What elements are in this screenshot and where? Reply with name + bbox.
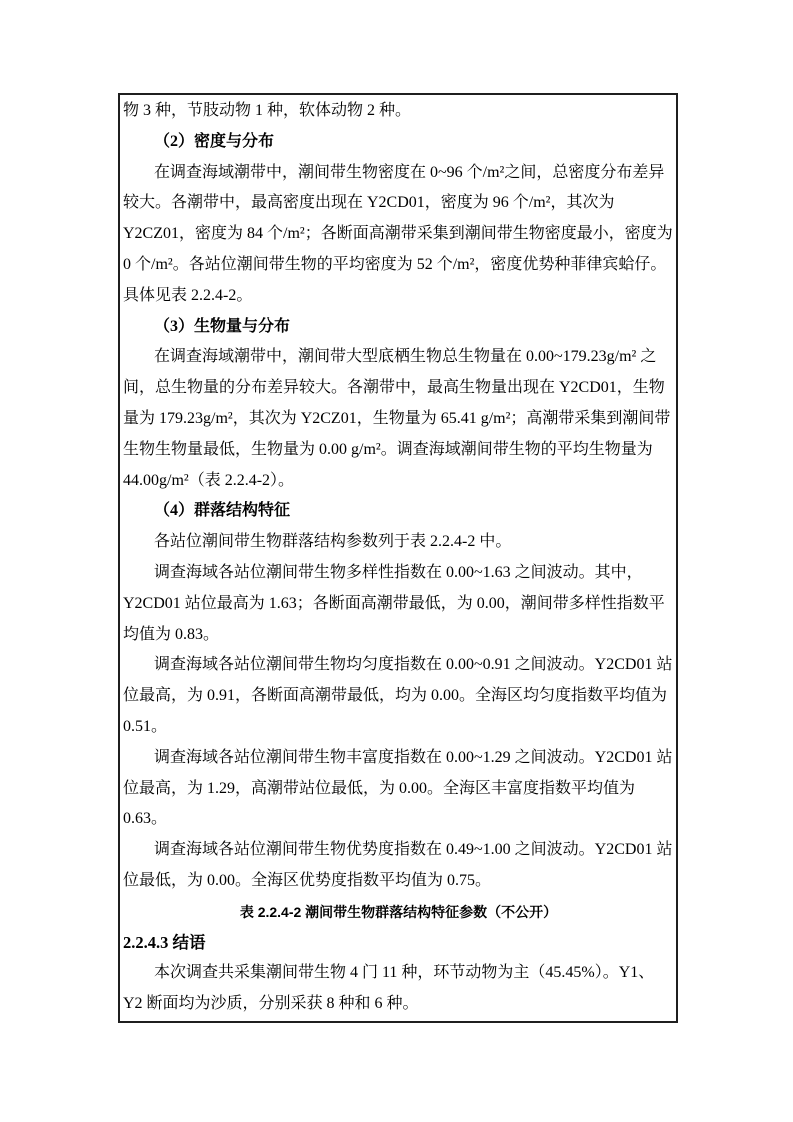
text-line: 0.51。	[123, 717, 168, 735]
text-line: 各站位潮间带生物群落结构参数列于表 2.2.4-2 中。	[154, 533, 512, 551]
text-line: 本次调查共采集潮间带生物 4 门 11 种，环节动物为主（45.45%）。Y1、	[154, 964, 655, 982]
text-line: 调查海域各站位潮间带生物丰富度指数在 0.00~1.29 之间波动。Y2CD01 站	[154, 748, 673, 766]
text-line: 0 个/m²。各站位潮间带生物的平均密度为 52 个/m²，密度优势种菲律宾蛤仔。	[123, 255, 667, 273]
text-line: Y2 断面均为沙质，分别采获 8 种和 6 种。	[123, 995, 419, 1013]
text-line: 具体见表 2.2.4-2。	[123, 286, 253, 304]
text-line: 间，总生物量的分布差异较大。各潮带中，最高生物量出现在 Y2CD01，生物	[123, 379, 665, 397]
sub-heading: （3）生物量与分布	[154, 317, 291, 335]
table-caption: 表 2.2.4-2 潮间带生物群落结构特征参数（不公开）	[239, 903, 558, 920]
text-line: 调查海域各站位潮间带生物多样性指数在 0.00~1.63 之间波动。其中，	[154, 563, 643, 581]
text-line: 较大。各潮带中，最高密度出现在 Y2CD01，密度为 96 个/m²，其次为	[123, 194, 615, 212]
text-line: Y2CZ01，密度为 84 个/m²；各断面高潮带采集到潮间带生物密度最小，密度为	[123, 225, 673, 243]
text-line: 在调查海域潮带中，潮间带大型底栖生物总生物量在 0.00~179.23g/m² 之	[154, 348, 657, 366]
text-line: 位最低，为 0.00。全海区优势度指数平均值为 0.75。	[123, 871, 492, 889]
sub-heading: （4）群落结构特征	[154, 502, 291, 520]
section-heading: 2.2.4.3 结语	[123, 932, 206, 952]
text-line: 量为 179.23g/m²，其次为 Y2CZ01，生物量为 65.41 g/m²；高潮带采集到潮间带	[123, 409, 671, 427]
sub-heading: （2）密度与分布	[154, 132, 275, 150]
text-line: 生物生物量最低，生物量为 0.00 g/m²。调查海域潮间带生物的平均生物量为	[123, 440, 653, 458]
text-line: 在调查海域潮带中，潮间带生物密度在 0~96 个/m²之间，总密度分布差异	[154, 163, 665, 181]
text-line: 位最高，为 0.91，各断面高潮带最低，均为 0.00。全海区均匀度指数平均值为	[123, 687, 668, 705]
text-line: 44.00g/m²（表 2.2.4-2）。	[123, 471, 295, 489]
text-line: 调查海域各站位潮间带生物均匀度指数在 0.00~0.91 之间波动。Y2CD01 站	[154, 656, 673, 674]
text-line: Y2CD01 站位最高为 1.63；各断面高潮带最低，为 0.00，潮间带多样性指数平	[123, 594, 665, 612]
text-line: 均值为 0.83。	[123, 625, 220, 643]
table-cell	[118, 93, 678, 1023]
text-line: 物 3 种，节肢动物 1 种，软体动物 2 种。	[123, 102, 412, 119]
text-line: 位最高，为 1.29，高潮带站位最低，为 0.00。全海区丰富度指数平均值为	[123, 779, 636, 797]
text-line: 0.63。	[123, 810, 168, 828]
text-line: 调查海域各站位潮间带生物优势度指数在 0.49~1.00 之间波动。Y2CD01 站	[154, 841, 673, 859]
